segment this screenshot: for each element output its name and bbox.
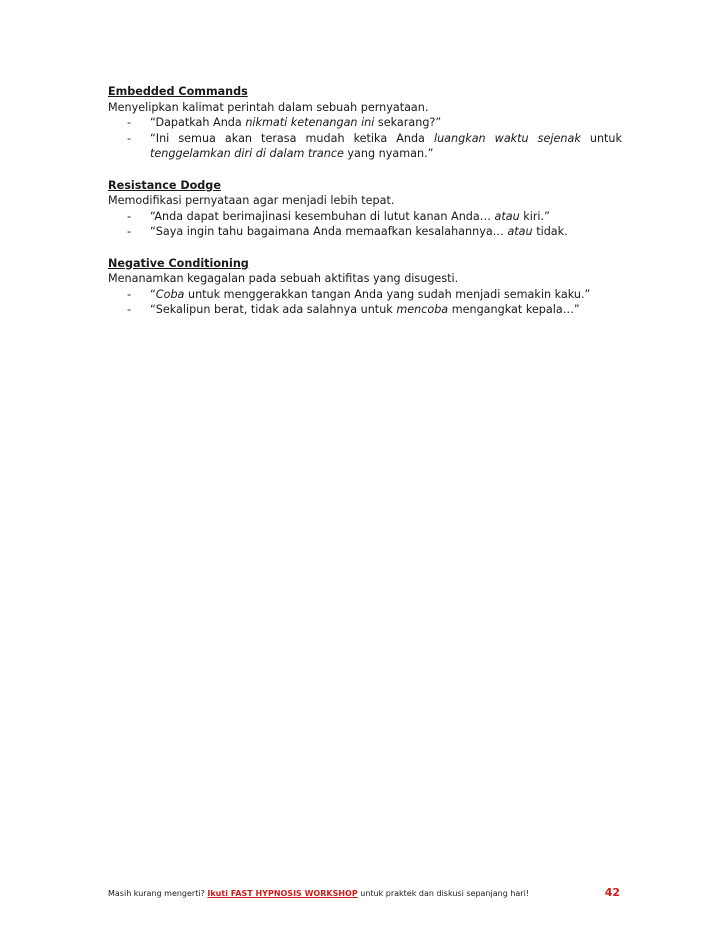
list-item bbox=[108, 209, 622, 225]
item-text bbox=[150, 115, 622, 131]
bullet-dash: - bbox=[127, 303, 132, 316]
footer-text bbox=[108, 888, 529, 900]
text-run: kiri.” bbox=[519, 209, 550, 223]
bullet-dash: - bbox=[127, 225, 132, 238]
list-item bbox=[108, 131, 622, 162]
section-negative-conditioning bbox=[108, 256, 622, 318]
footer-prefix: Masih kurang mengerti? bbox=[108, 889, 208, 898]
text-run: untuk bbox=[580, 131, 622, 145]
list-item bbox=[108, 115, 622, 131]
section-title: Embedded Commands bbox=[108, 85, 248, 98]
bullet-dash: - bbox=[127, 131, 132, 145]
section-title: Negative Conditioning bbox=[108, 256, 249, 270]
text-run: sekarang?” bbox=[374, 116, 442, 129]
document-body bbox=[108, 84, 622, 334]
list-item bbox=[108, 224, 622, 240]
section-title: Resistance Dodge bbox=[108, 178, 221, 192]
item-text bbox=[150, 302, 622, 318]
section-description: Menyelipkan kalimat perintah dalam sebuah pernyataan. bbox=[108, 100, 429, 114]
section-embedded-commands bbox=[108, 84, 622, 162]
item-text bbox=[150, 131, 622, 162]
section-description: Menanamkan kegagalan pada sebuah aktifitas yang disugesti. bbox=[108, 272, 459, 285]
text-run: “Dapatkah Anda bbox=[150, 116, 246, 129]
text-run: tidak. bbox=[532, 225, 568, 238]
bullet-dash: - bbox=[127, 287, 132, 301]
emphasized-text: nikmati ketenangan ini bbox=[245, 116, 375, 129]
text-run: untuk menggerakkan tangan Anda yang sudah menjadi semakin kaku.” bbox=[184, 287, 591, 301]
text-run: mengangkat kepala…” bbox=[448, 303, 580, 316]
section-resistance-dodge bbox=[108, 178, 622, 240]
section-description: Memodifikasi pernyataan agar menjadi lebih tepat. bbox=[108, 194, 395, 207]
emphasized-text: atau bbox=[507, 225, 533, 238]
bullet-dash: - bbox=[127, 209, 132, 223]
list-item bbox=[108, 287, 622, 303]
text-run: “ bbox=[150, 287, 156, 301]
bullet-dash: - bbox=[127, 116, 132, 129]
item-text bbox=[150, 224, 622, 240]
page-number: 42 bbox=[604, 886, 620, 899]
item-text bbox=[150, 287, 622, 303]
emphasized-text: atau bbox=[494, 209, 520, 223]
emphasized-text: mencoba bbox=[396, 303, 449, 316]
emphasized-text: tenggelamkan diri di dalam trance bbox=[150, 147, 344, 160]
item-text bbox=[150, 209, 622, 225]
footer-suffix: untuk praktek dan diskusi sepanjang hari! bbox=[357, 889, 530, 898]
emphasized-text: luangkan waktu sejenak bbox=[433, 131, 581, 145]
text-run: “Anda dapat berimajinasi kesembuhan di lutut kanan Anda… bbox=[150, 209, 495, 223]
text-run: yang nyaman.” bbox=[343, 147, 434, 160]
text-run: “Saya ingin tahu bagaimana Anda memaafkan kesalahannya… bbox=[150, 225, 508, 238]
page-footer bbox=[108, 887, 622, 900]
list-item bbox=[108, 302, 622, 318]
workshop-link[interactable]: Ikuti FAST HYPNOSIS WORKSHOP bbox=[207, 889, 358, 898]
emphasized-text: Coba bbox=[155, 287, 185, 301]
text-run: “Ini semua akan terasa mudah ketika Anda bbox=[150, 131, 434, 145]
text-run: “Sekalipun berat, tidak ada salahnya untuk bbox=[150, 303, 397, 316]
